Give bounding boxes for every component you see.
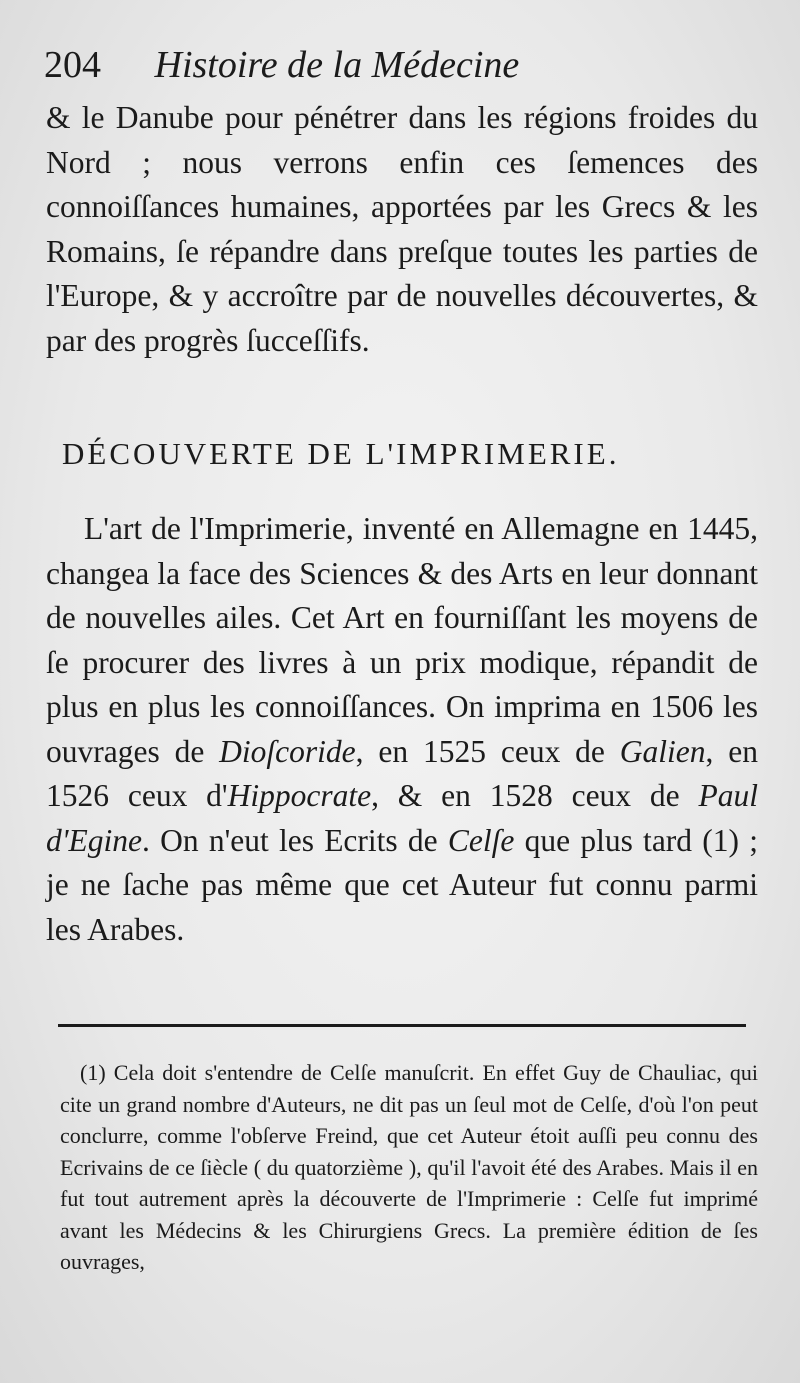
name-celse: Celſe xyxy=(447,822,515,858)
name-galien: Galien xyxy=(619,733,706,769)
footnote-divider xyxy=(58,1024,746,1027)
footnote xyxy=(60,1057,758,1278)
text-run: , en 1526 ceux d' xyxy=(46,733,758,813)
text-run: , en 1525 ceux de xyxy=(355,733,620,769)
paragraph-imprimerie xyxy=(46,507,758,952)
paragraph-2-text xyxy=(46,507,758,952)
page-number: 204 xyxy=(44,44,101,86)
name-hippocrate: Hippocrate xyxy=(227,778,372,813)
paragraph-continuation xyxy=(46,96,758,363)
name-dioscoride: Dioſcoride xyxy=(219,733,356,769)
text-run: que plus tard (1) ; je ne ſache pas même que cet Auteur fut connu parmi les Arabes. xyxy=(46,822,758,947)
page-header xyxy=(44,40,744,90)
section-heading: DÉCOUVERTE DE L'IMPRIMERIE. xyxy=(62,436,620,471)
text-run: . On n'eut les Ecrits de xyxy=(141,822,448,858)
running-title: Histoire de la Médecine xyxy=(154,44,520,86)
footnote-text: (1) Cela doit s'entendre de Celſe manuſcrit. En effet Guy de Chauliac, qui cite un grand nombre d'Auteurs, ne dit pas un ſeul mot de Celſe, d'où l'on peut conclurre, comme l'obſerve Freind, que cet Auteur étoit auſſi peu connu des Ecrivains de ce ſiècle ( du quatorzième ), qu'il l'avoit été des Arabes. Mais il en fut tout autrement après la découverte de l'Imprimerie : Celſe fut imprimé avant les Médecins & les Chirurgiens Grecs. La première édition de ſes ouvrages, xyxy=(60,1060,758,1274)
text-run: , & en 1528 ceux de xyxy=(371,778,699,813)
paragraph-1-text: & le Danube pour pénétrer dans les régions froides du Nord ; nous verrons enfin ces ſemences des connoiſſances humaines, apportées par les Grecs & les Romains, ſe répandre dans preſque toutes les parties de l'Europe, & y accroître par de nouvelles découvertes, & par des progrès ſucceſſifs. xyxy=(46,100,758,358)
name-paul-egine: Paul d'Egine xyxy=(46,778,758,858)
text-run: L'art de l'Imprimerie, inventé en Allemagne en 1445, changea la face des Sciences & des Arts en leur donnant de nouvelles ailes. Cet Art en fourniſſant les moyens de ſe procurer des livres à un prix modique, répandit de plus en plus les connoiſſances. On imprima en 1506 les ouvrages de xyxy=(46,511,758,769)
